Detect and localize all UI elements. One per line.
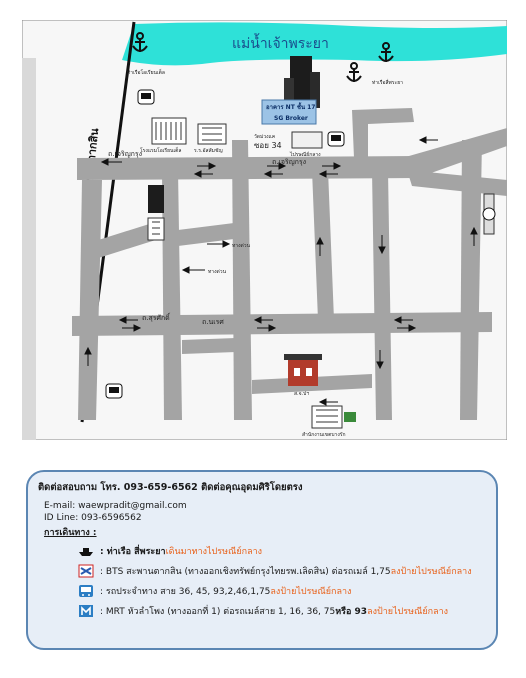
- expressway-label-1: ทางด่วน: [232, 243, 251, 249]
- bus-stop-icon: [328, 132, 344, 146]
- hotel-label: โรงแรมโอเรียนเต็ล: [140, 148, 182, 154]
- bus-stop-icon: [106, 384, 122, 398]
- bus-icon: [78, 584, 94, 598]
- bts-tail-text: ลงป้ายไปรษณีย์กลาง: [390, 567, 472, 577]
- district-office-label: สำนักงานเขตบางรัก: [302, 432, 346, 438]
- boat-icon: [78, 544, 94, 558]
- mrt-text: : MRT หัวลำโพง (ทางออกที่ 1) ต่อรถเมล์สาย 1, 16, 36, 75: [100, 607, 336, 617]
- hotel-building: [152, 118, 186, 144]
- sathorn-label: ถ.นเรศ: [202, 318, 224, 326]
- bus-stop-icon: [138, 90, 154, 104]
- station-label: ส.จ.ปฯ: [294, 391, 310, 397]
- mrt-icon: [78, 604, 94, 618]
- left-tall-building: [148, 185, 164, 240]
- soi-34-label: ซอย 34: [254, 141, 282, 150]
- mrt-or-text: หรือ 93: [335, 607, 368, 617]
- red-roof-house: [284, 354, 322, 386]
- contact-title: ติดต่อสอบถาม โทร. 093-659-6562 ติดต่อคุณอุดมศิริโดยตรง: [38, 482, 303, 493]
- line-id-text: ID Line: 093-6596562: [44, 513, 142, 523]
- how-to-label: การเดินทาง: [44, 528, 90, 538]
- travel-mrt-row: [78, 603, 486, 619]
- bts-icon: [78, 564, 94, 578]
- surasak-label: ถ.สุรศักดิ์: [142, 314, 170, 322]
- school-label: ร.ร.อัสสัมชัญ: [194, 148, 223, 154]
- pier-right-label: ท่าเรือสี่พระยา: [372, 80, 403, 86]
- callout-line-1: อาคาร NT ชั้น 17: [266, 104, 316, 111]
- how-to-travel-heading: [44, 525, 486, 539]
- bus-tail-text: ลงป้ายไปรษณีย์กลาง: [270, 587, 352, 597]
- email-text: E-mail: waewpradit@gmail.com: [44, 501, 187, 511]
- expressway-label-2: ทางด่วน: [208, 269, 227, 275]
- pier-left-label: ท่าเรือโอเรียนเต็ล: [127, 70, 165, 76]
- travel-bts-row: [78, 563, 486, 579]
- office-callout: [262, 100, 316, 124]
- travel-bus-row: [78, 583, 486, 599]
- area-map: [22, 20, 507, 440]
- boat-text: : ท่าเรือ สี่พระยา: [100, 547, 166, 557]
- bts-station-icon: [483, 194, 495, 234]
- charoenkrung-label-1: ถ.เจริญกรุง: [108, 150, 143, 158]
- boat-tail-text: เดินมาทางไปรษณีย์กลาง: [165, 547, 263, 557]
- school-building: [198, 124, 226, 144]
- post-office-label: ไปรษณีย์กลาง: [290, 152, 321, 158]
- river-label: แม่น้ำเจ้าพระยา: [232, 36, 329, 52]
- wat-label: วัดม่วงแค: [254, 134, 276, 140]
- how-to-colon: :: [89, 528, 97, 538]
- bts-text: : BTS สะพานตากสิน (ทางออกเชิงทรัพย์กรุงไทยรพ.เลิดสิน) ต่อรถเมล์ 1,75: [100, 567, 391, 577]
- contact-panel: [26, 470, 498, 650]
- left-gray-strip: [22, 58, 36, 440]
- mrt-tail-text: ลงป้ายไปรษณีย์กลาง: [367, 607, 449, 617]
- charoenkrung-label-2: ถ.เจริญกรุง: [272, 158, 307, 166]
- travel-boat-row: [78, 543, 486, 559]
- bus-text: : รถประจำทาง สาย 36, 45, 93,2,46,1,75: [100, 587, 271, 597]
- post-office: [292, 132, 322, 148]
- callout-line-2: SG Broker: [274, 115, 308, 122]
